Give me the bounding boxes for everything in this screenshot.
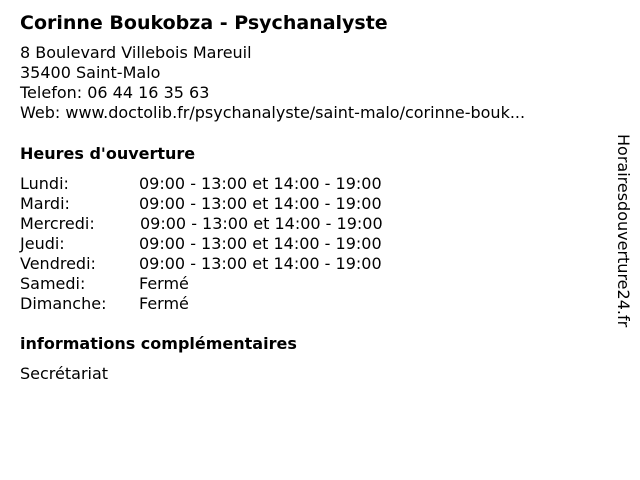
additional-info-text: Secrétariat [20, 364, 109, 383]
additional-info-heading: informations complémentaires [20, 334, 297, 353]
hours-row-saturday [20, 274, 440, 294]
day-label: Jeudi: [20, 234, 65, 253]
address-city: 35400 Saint-Malo [20, 63, 161, 82]
day-label: Mardi: [20, 194, 70, 213]
hours-row-thursday [20, 234, 440, 254]
phone-number: Telefon: 06 44 16 35 63 [20, 83, 210, 102]
day-label: Mercredi: [20, 214, 95, 233]
day-hours: 09:00 - 13:00 et 14:00 - 19:00 [139, 194, 382, 213]
day-label: Vendredi: [20, 254, 96, 273]
day-hours: Fermé [139, 274, 189, 293]
day-label: Dimanche: [20, 294, 107, 313]
day-hours: 09:00 - 13:00 et 14:00 - 19:00 [139, 174, 382, 193]
opening-hours-heading: Heures d'ouverture [20, 144, 196, 163]
address-street: 8 Boulevard Villebois Mareuil [20, 43, 252, 62]
contact-block [20, 43, 525, 123]
day-hours: 09:00 - 13:00 et 14:00 - 19:00 [139, 254, 382, 273]
day-hours: 09:00 - 13:00 et 14:00 - 19:00 [139, 234, 382, 253]
day-label: Lundi: [20, 174, 69, 193]
site-watermark: Horairesdouverture24.fr [614, 134, 633, 328]
day-label: Samedi: [20, 274, 86, 293]
website-link[interactable]: Web: www.doctolib.fr/psychanalyste/saint-malo/corinne-bouk... [20, 103, 526, 122]
page-title: Corinne Boukobza - Psychanalyste [20, 12, 388, 34]
opening-hours-table [20, 174, 440, 314]
hours-row-wednesday [20, 214, 440, 234]
hours-row-friday [20, 254, 440, 274]
day-hours: Fermé [139, 294, 189, 313]
hours-row-sunday [20, 294, 440, 314]
hours-row-tuesday [20, 194, 440, 214]
day-hours: 09:00 - 13:00 et 14:00 - 19:00 [140, 214, 383, 233]
hours-row-monday [20, 174, 440, 194]
